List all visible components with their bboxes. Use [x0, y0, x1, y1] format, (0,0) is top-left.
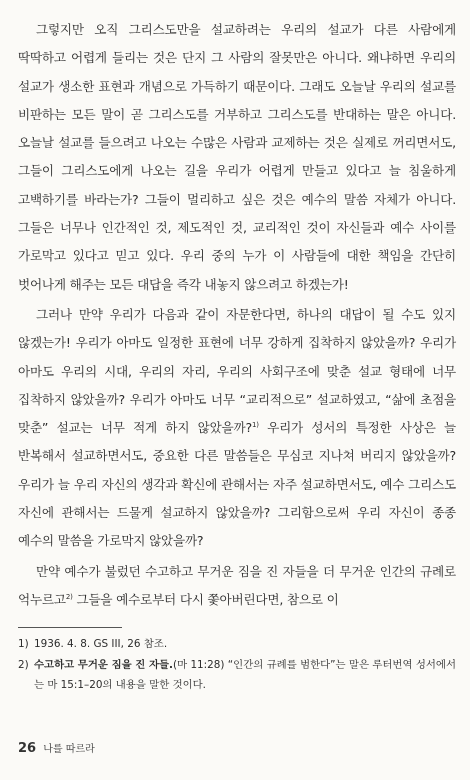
paragraph-3-text: 만약 예수가 불렀던 수고하고 무거운 짐을 진 자들을 더 무거운 인간의 규례로 억누르고	[18, 563, 456, 607]
footnote-1	[18, 634, 456, 654]
footnote-number: 2)	[18, 659, 29, 671]
footnote-body	[34, 655, 456, 695]
footnote-ref-2: 2)	[65, 592, 73, 601]
footnote-text: (마 11:28) “인간의 규례를 범한다”는 말은 루터번역 성서에서는 마 15:1–20의 내용을 말한 것이다.	[34, 659, 456, 691]
paragraph-3-continued: 그들을 예수로부터 다시 쫓아버린다면, 참으로 이	[76, 591, 339, 607]
paragraph-2-continued: 우리가 성서의 특정한 사상은 늘 반복해서 설교하면서도, 중요한 다른 말씀들은 무심코 지나쳐 버리지 않았을까? 우리가 늘 우리 자신의 생각과 확신에 관해서는 자주 설교하면서도, 예수 그리스도 자신에 관해서는 드물게 설교하지 않았을까? 그리함으로써 우리 자신이 종종 예수의 말씀을 가로막지 않았을까?	[18, 420, 456, 549]
footnote-2	[18, 655, 456, 695]
footnotes	[18, 634, 456, 696]
footnote-ref-1: 1)	[251, 420, 259, 429]
footnote-bold-text: 수고하고 무거운 짐을 진 자들.	[34, 659, 174, 671]
page-footer	[18, 740, 95, 756]
footnote-text: 1936. 4. 8. GS III, 26 참조.	[34, 638, 168, 650]
paragraph-2-text: 그러나 만약 우리가 다음과 같이 자문한다면, 하나의 대답이 될 수도 있지 않겠는가! 우리가 아마도 일정한 표현에 너무 강하게 집착하지 않았을까? 우리가 아마도 우리의 시대, 우리의 자리, 우리의 사회구조에 맞춘 설교 형태에 너무 집착하지 않았을까? 우리가 아마도 너무 “교리적으로” 설교하였고, “삶에 초점을 맞춘” 설교는 너무 적게 하지 않았을까?	[18, 306, 456, 436]
running-title: 나를 따르라	[43, 744, 95, 755]
body-text	[18, 16, 456, 616]
page-number: 26	[18, 741, 37, 756]
footnote-number: 1)	[18, 638, 29, 650]
paragraph-3	[18, 558, 456, 615]
footnote-divider	[18, 627, 122, 628]
paragraph-1: 그렇지만 오직 그리스도만을 설교하려는 우리의 설교가 다른 사람에게 딱딱하고 어렵게 들리는 것은 단지 그 사람의 잘못만은 아니다. 왜냐하면 우리의 설교가 생소한 표현과 개념으로 가득하기 때문이다. 그래도 오늘날 우리의 설교를 비판하는 모든 말이 곧 그리스도를 거부하고 그리스도를 반대하는 말은 아니다. 오늘날 설교를 들으려고 나오는 수많은 사람과 교제하는 것은 실제로 꺼리면서도, 그들이 그리스도에게 나오는 길을 우리가 어렵게 만들고 있다고 늘 침울하게 고백하기를 바라는가? 그들이 멀리하고 싶은 것은 예수의 말씀 자체가 아니다. 그들은 너무나 인간적인 것, 제도적인 것, 교리적인 것이 자신들과 예수 사이를 가로막고 있다고 믿고 있다. 우리 중의 누가 이 사람들에 대한 책임을 간단히 벗어나게 해주는 모든 대답을 즉각 내놓지 않으려고 하겠는가!	[18, 22, 456, 292]
paragraph-2	[18, 301, 456, 556]
